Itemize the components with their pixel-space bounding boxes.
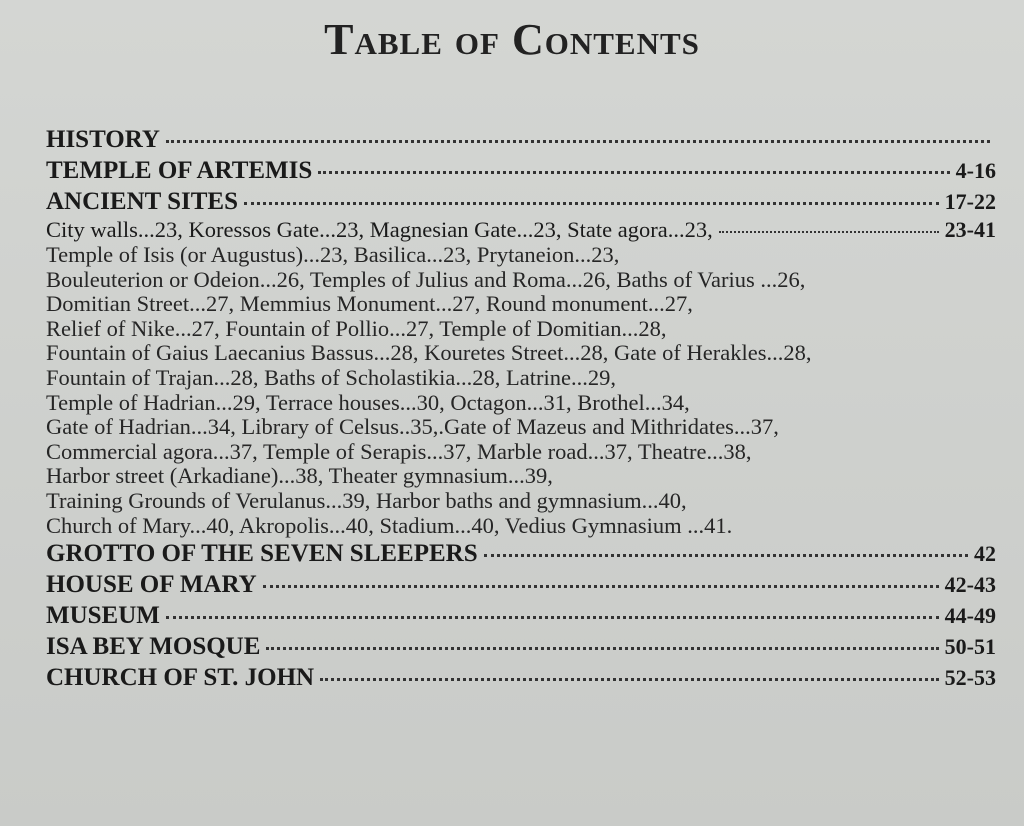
dot-leader [484, 554, 968, 557]
toc-entry-name: TEMPLE OF ARTEMIS [46, 157, 313, 184]
ancient-sites-line: Temple of Isis (or Augustus)...23, Basilica...23, Prytaneion...23, [46, 242, 620, 267]
toc-entry-name: ANCIENT SITES [46, 188, 238, 215]
ancient-sites-line: Fountain of Trajan...28, Baths of Scholastikia...28, Latrine...29, [46, 364, 616, 390]
toc-entry-church-of-st-john [46, 662, 996, 693]
page-title: Table of Contents [324, 15, 700, 64]
dot-leader [263, 585, 939, 588]
dot-leader [166, 616, 939, 619]
toc-entry-history [46, 124, 996, 155]
toc-entry-temple-of-artemis [46, 155, 996, 186]
dot-leader [318, 171, 949, 174]
toc-entry-pages: 42 [974, 541, 996, 567]
toc-entry-museum [46, 600, 996, 631]
ancient-sites-line: Commercial agora...37, Temple of Serapis...37, Marble road...37, Theatre...38, [46, 438, 752, 464]
toc-entry-grotto-of-seven-sleepers [46, 538, 996, 569]
toc-entry-pages: 52-53 [944, 665, 996, 691]
ancient-sites-line: Gate of Hadrian...34, Library of Celsus..35,.Gate of Mazeus and Mithridates...37, [46, 414, 779, 440]
dot-leader [320, 678, 939, 681]
toc-entry-name: HISTORY [46, 126, 160, 153]
ancient-sites-text: City walls...23, Koressos Gate...23, Magnesian Gate...23, State agora...23, [46, 217, 713, 242]
toc-entry-name: CHURCH OF ST. JOHN [46, 664, 315, 692]
toc-entry-pages: 42-43 [944, 572, 996, 598]
toc-entry-house-of-mary [46, 569, 996, 600]
ancient-sites-line: Training Grounds of Verulanus...39, Harbor baths and gymnasium...40, [46, 487, 687, 513]
ancient-sites-line: Bouleuterion or Odeion...26, Temples of Julius and Roma...26, Baths of Varius ...26, [46, 266, 806, 292]
toc-entry-name: GROTTO OF THE SEVEN SLEEPERS [46, 540, 478, 568]
toc-entry-ancient-sites [46, 186, 996, 217]
toc-entry-name: HOUSE OF MARY [46, 571, 257, 599]
table-of-contents [46, 124, 996, 693]
toc-entry-pages: 23-41 [944, 217, 996, 242]
dot-leader [244, 202, 939, 205]
dot-leader [166, 140, 990, 143]
dot-leader [719, 231, 939, 233]
ancient-sites-line: Temple of Hadrian...29, Terrace houses...30, Octagon...31, Brothel...34, [46, 389, 690, 415]
toc-entry-isa-bey-mosque [46, 631, 996, 662]
toc-entry-pages: 50-51 [944, 634, 996, 660]
toc-entry-name: MUSEUM [46, 602, 160, 630]
dot-leader [266, 647, 938, 650]
toc-entry-pages: 44-49 [944, 603, 996, 629]
toc-entry-pages: 17-22 [944, 189, 996, 214]
ancient-sites-line: Fountain of Gaius Laecanius Bassus...28, Kouretes Street...28, Gate of Herakles...28, [46, 340, 812, 366]
ancient-sites-first-line [46, 217, 996, 243]
ancient-sites-line: Relief of Nike...27, Fountain of Pollio...27, Temple of Domitian...28, [46, 315, 667, 341]
toc-entry-name: ISA BEY MOSQUE [46, 633, 261, 661]
ancient-sites-line: Domitian Street...27, Memmius Monument...27, Round monument...27, [46, 291, 693, 317]
ancient-sites-line: Church of Mary...40, Akropolis...40, Stadium...40, Vedius Gymnasium ...41. [46, 512, 733, 538]
ancient-sites-line: Harbor street (Arkadiane)...38, Theater gymnasium...39, [46, 463, 553, 489]
toc-entry-pages: 4-16 [955, 158, 996, 183]
